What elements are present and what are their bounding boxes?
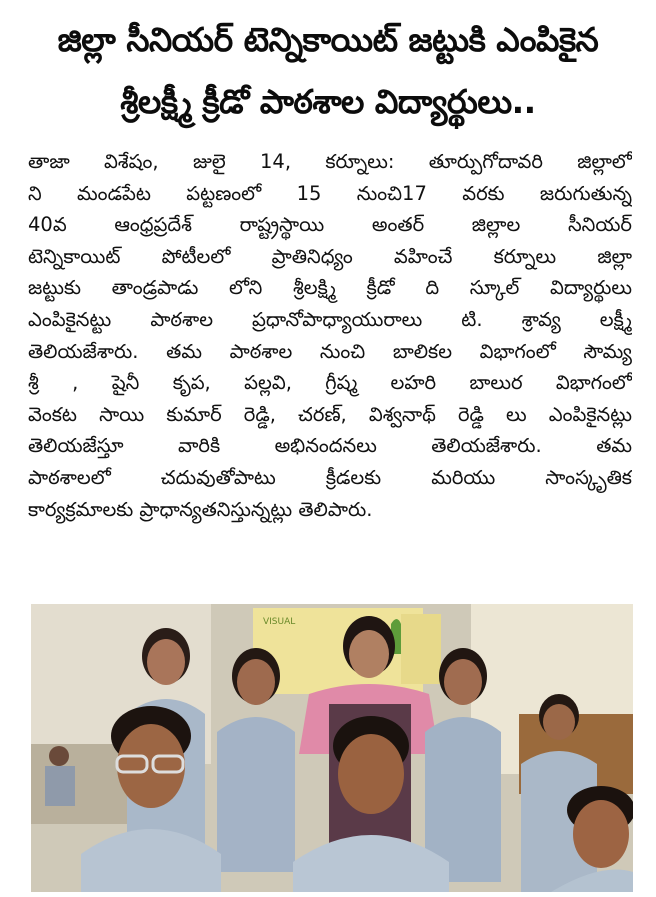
headline-line-1: జిల్లా సీనియర్ టెన్నికాయిట్ జట్టుకి ఎంపికైన <box>57 20 599 59</box>
body-line: ఎంపికైనట్టు పాఠశాల ప్రధానోపాధ్యాయురాలు టి. శ్రావ్య లక్ష్మీ <box>28 307 632 331</box>
body-line: టెన్నికాయిట్ పోటీలలో ప్రాతినిధ్యం వహించే కర్నూలు జిల్లా <box>28 244 632 268</box>
body-line: పాఠశాలలో చదువుతోపాటు క్రీడలకు మరియు సాంస్కృతిక <box>28 465 632 489</box>
poster-text: VISUAL <box>263 617 296 627</box>
group-photo <box>31 604 633 892</box>
body-line: కార్యక్రమాలకు ప్రాధాన్యతనిస్తున్నట్లు తెలిపారు. <box>28 497 373 521</box>
body-line: 40వ ఆంధ్రప్రదేశ్ రాష్ట్రస్థాయి అంతర్ జిల్లాల సీనియర్ <box>28 213 632 237</box>
body-line: ని మండపేట పట్టణంలో 15 నుంచి17 వరకు జరుగుతున్న <box>28 181 632 205</box>
body-line: వెంకట సాయి కుమార్ రెడ్డి, చరణ్, విశ్వనాథ్ రెడ్డి లు ఎంపికైనట్లు <box>28 402 632 426</box>
body-line: శ్రీ , షైనీ కృప, పల్లవి, గ్రీష్మ లహరి బాలుర విభాగంలో <box>28 371 632 395</box>
body-line: తెలియజేశారు. తమ పాఠశాల నుంచి బాలికల విభాగంలో సౌమ్య <box>28 339 632 363</box>
article-body <box>28 146 632 525</box>
body-line: తెలియజేస్తూ వారికి అభినందనలు తెలియజేశారు. తమ <box>28 434 632 458</box>
body-line: తాజా విశేషం, జులై 14, కర్నూలు: తూర్పుగోదావరి జిల్లాలో <box>28 150 632 173</box>
headline-line-2: శ్రీలక్ష్మీ క్రీడో పాఠశాల విద్యార్థులు.. <box>120 82 536 121</box>
body-line: జట్టుకు తాండ్రపాడు లోని శ్రీలక్ష్మి క్రీడో ది స్కూల్ విద్యార్థులు <box>28 276 632 300</box>
